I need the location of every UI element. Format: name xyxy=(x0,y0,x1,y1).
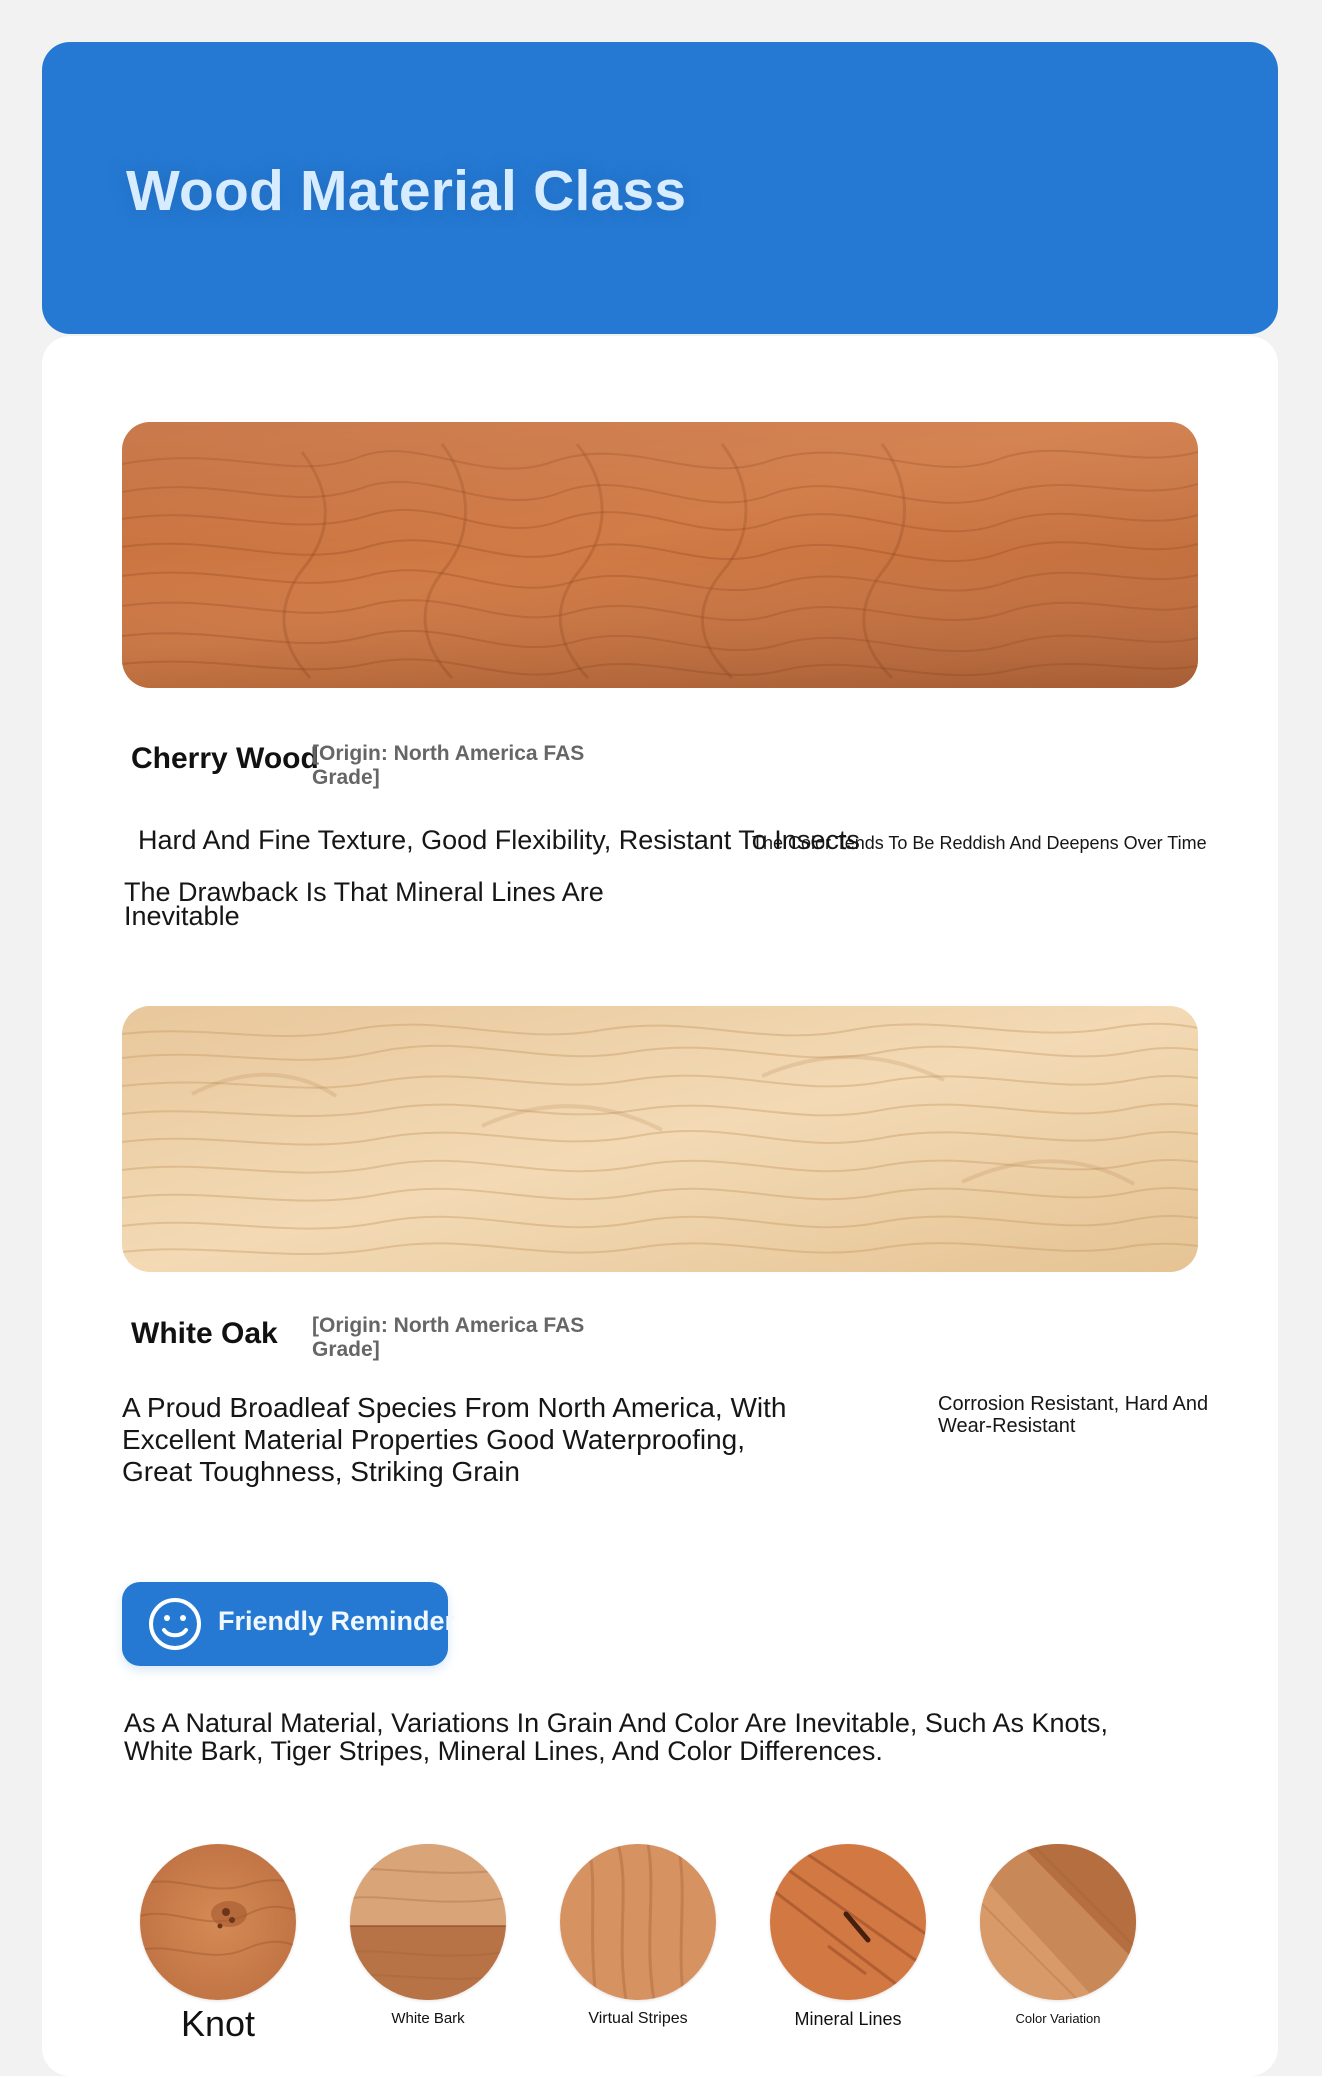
cherry-wood-origin: [Origin: North America FAS Grade] xyxy=(312,742,585,789)
white-bark-sample xyxy=(338,1844,518,2028)
knot-icon xyxy=(140,1844,296,2000)
white-bark-label: White Bark xyxy=(391,2010,465,2027)
smile-icon xyxy=(147,1596,203,1652)
mineral-lines-sample xyxy=(758,1844,938,2028)
cherry-wood-title: Cherry Wood xyxy=(131,742,319,775)
white-oak-description: A Proud Broadleaf Species From North America, With Excellent Material Properties Good Waterproofing, Great Toughness, Striking Grain xyxy=(122,1392,787,1487)
white-oak-image xyxy=(122,1006,1198,1272)
friendly-reminder-banner xyxy=(122,1582,456,1666)
knot-sample xyxy=(128,1844,308,2042)
friendly-reminder-label: Friendly Reminder xyxy=(218,1606,456,1636)
cherry-wood-drawback: The Drawback Is That Mineral Lines Are Inevitable xyxy=(124,877,604,931)
knot-label: Knot xyxy=(180,2003,256,2044)
cherry-wood-image xyxy=(122,422,1198,688)
stripes-icon xyxy=(560,1844,716,2000)
white-bark-icon xyxy=(350,1844,506,2000)
color-variation-label: Color Variation xyxy=(1015,2011,1101,2026)
cherry-wood-grain-icon xyxy=(122,422,1198,688)
white-oak-side-note: Corrosion Resistant, Hard And Wear-Resistant xyxy=(938,1393,1209,1437)
white-oak-grain-icon xyxy=(122,1006,1198,1272)
color-variation-sample xyxy=(968,1844,1148,2028)
cherry-wood-features: Hard And Fine Texture, Good Flexibility, Resistant To Insects xyxy=(138,825,860,855)
virtual-stripes-label: Virtual Stripes xyxy=(588,2010,688,2027)
mineral-lines-icon xyxy=(770,1844,926,2000)
white-oak-title: White Oak xyxy=(131,1317,278,1350)
page-title: Wood Material Class xyxy=(126,159,687,223)
color-variation-icon xyxy=(980,1844,1136,2000)
content-card xyxy=(42,336,1278,2076)
variation-notice: As A Natural Material, Variations In Grain And Color Are Inevitable, Such As Knots, White Bark, Tiger Stripes, Mineral Lines, And Color Differences. xyxy=(124,1708,1109,1766)
white-oak-origin: [Origin: North America FAS Grade] xyxy=(312,1314,585,1361)
page-header xyxy=(42,42,1278,334)
virtual-stripes-sample xyxy=(548,1844,728,2028)
mineral-lines-label: Mineral Lines xyxy=(794,2009,902,2029)
cherry-wood-color-note: The Color Tends To Be Reddish And Deepens Over Time xyxy=(752,833,1207,853)
